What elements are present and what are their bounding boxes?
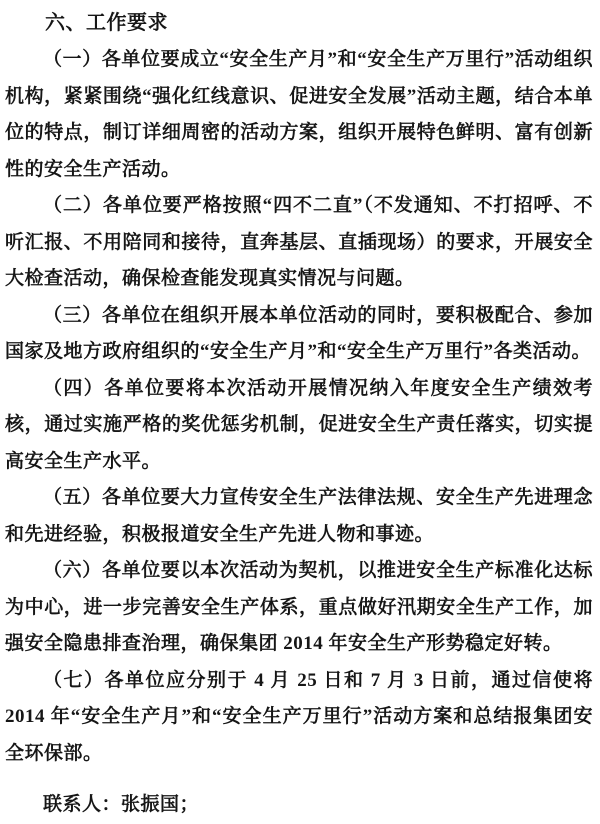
paragraph-item-6: （六）各单位要以本次活动为契机，以推进安全生产标准化达标为中心，进一步完善安全生产体系，重点做好汛期安全生产工作，加强安全隐患排查治理，确保集团 2014 年安全生产形势稳定好转。 bbox=[5, 560, 593, 654]
section-heading: 六、工作要求 bbox=[45, 12, 168, 34]
paragraph-item-5: （五）各单位要大力宣传安全生产法律法规、安全生产先进理念和先进经验，积极报道安全生产先进人物和事迹。 bbox=[5, 487, 593, 545]
paragraph-item-7: （七）各单位应分别于 4 月 25 日和 7 月 3 日前，通过信使将 2014 年“安全生产月”和“安全生产万里行”活动方案和总结报集团安全环保部。 bbox=[5, 669, 593, 764]
contact-line: 联系人：张振国； bbox=[43, 794, 200, 815]
paragraph-item-4: （四）各单位要将本次活动开展情况纳入年度安全生产绩效考核，通过实施严格的奖优惩劣机制，促进安全生产责任落实，切实提高安全生产水平。 bbox=[5, 377, 593, 472]
paragraph-item-2: （二）各单位要严格按照“四不二直”（不发通知、不打招呼、不听汇报、不用陪同和接待，直奔基层、直插现场）的要求，开展安全大检查活动，确保检查能发现真实情况与问题。 bbox=[5, 195, 593, 289]
paragraph-item-3: （三）各单位在组织开展本单位活动的同时，要积极配合、参加国家及地方政府组织的“安全生产月”和“安全生产万里行”各类活动。 bbox=[5, 304, 593, 362]
paragraph-item-1: （一）各单位要成立“安全生产月”和“安全生产万里行”活动组织机构，紧紧围绕“强化红线意识、促进安全发展”活动主题，结合本单位的特点，制订详细周密的活动方案，组织开展特色鲜明、富有创新性的安全生产活动。 bbox=[5, 49, 593, 180]
